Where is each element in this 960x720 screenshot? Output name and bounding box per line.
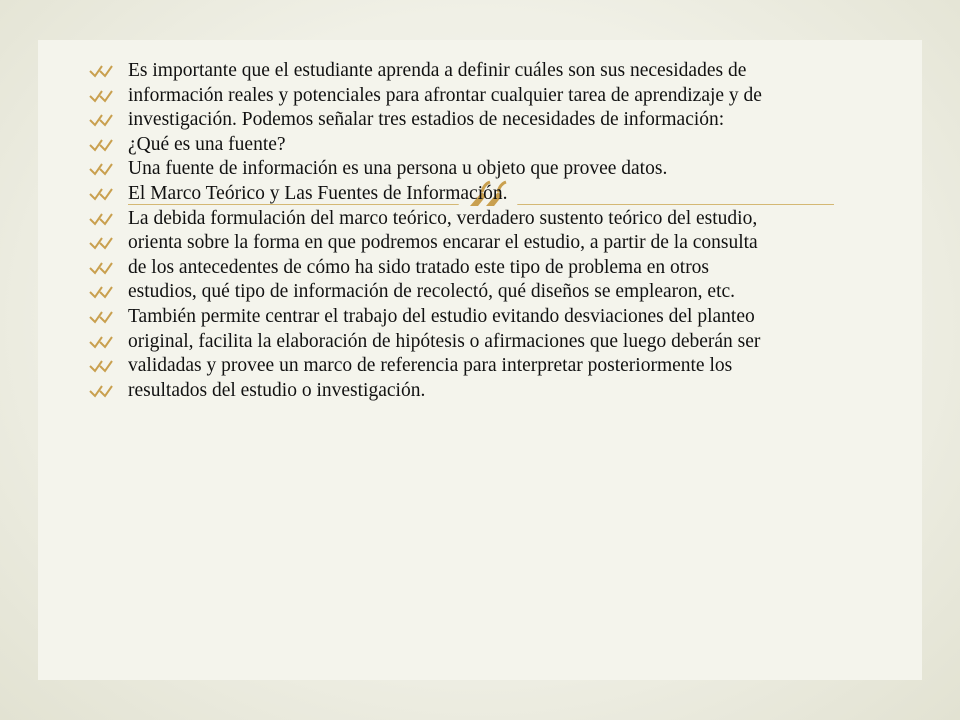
check-arrow-icon — [88, 187, 114, 201]
list-item-text: resultados del estudio o investigación. — [128, 379, 426, 401]
list-item — [88, 62, 878, 81]
check-arrow-icon — [88, 310, 114, 324]
check-arrow-icon — [88, 162, 114, 176]
list-item-text: información reales y potenciales para afrontar cualquier tarea de aprendizaje y de — [128, 84, 762, 106]
list-item — [88, 182, 878, 204]
list-item-text: investigación. Podemos señalar tres estadios de necesidades de información: — [128, 109, 725, 131]
check-arrow-icon — [88, 384, 114, 398]
list-item-text: de los antecedentes de cómo ha sido tratado este tipo de problema en otros — [128, 256, 710, 278]
check-arrow-icon — [88, 212, 114, 226]
list-item-text: También permite centrar el trabajo del estudio evitando desviaciones del planteo — [128, 305, 755, 327]
list-item-text: estudios, qué tipo de información de recolectó, qué diseños se emplearon, etc. — [128, 281, 736, 303]
list-item — [88, 305, 878, 327]
check-arrow-icon — [88, 64, 114, 78]
list-item — [88, 84, 878, 106]
check-arrow-icon — [88, 261, 114, 275]
list-item-text: Es importante que el estudiante aprenda a definir cuáles son sus necesidades de — [128, 60, 747, 81]
list-item — [88, 111, 878, 130]
list-item — [88, 234, 878, 253]
list-item-text: Una fuente de información es una persona u objeto que provee datos. — [128, 158, 668, 180]
list-item — [88, 160, 878, 179]
list-item — [88, 330, 878, 352]
list-item-text: validadas y provee un marco de referencia para interpretar posteriormente los — [128, 355, 733, 377]
check-arrow-icon — [88, 89, 114, 103]
list-item — [88, 357, 878, 376]
bullet-list — [88, 62, 878, 406]
check-arrow-icon — [88, 359, 114, 373]
list-item-text: La debida formulación del marco teórico, verdadero sustento teórico del estudio, — [128, 207, 758, 229]
list-item — [88, 283, 878, 302]
list-item — [88, 207, 878, 229]
check-arrow-icon — [88, 236, 114, 250]
list-item — [88, 379, 878, 401]
list-item — [88, 133, 878, 155]
check-arrow-icon — [88, 285, 114, 299]
check-arrow-icon — [88, 113, 114, 127]
list-item — [88, 256, 878, 278]
list-item-text: orienta sobre la forma en que podremos encarar el estudio, a partir de la consulta — [128, 232, 758, 254]
list-item-text: El Marco Teórico y Las Fuentes de Información. — [128, 182, 508, 204]
list-item-text: original, facilita la elaboración de hipótesis o afirmaciones que luego deberán ser — [128, 330, 761, 352]
check-arrow-icon — [88, 138, 114, 152]
check-arrow-icon — [88, 335, 114, 349]
list-item-text: ¿Qué es una fuente? — [128, 133, 286, 155]
